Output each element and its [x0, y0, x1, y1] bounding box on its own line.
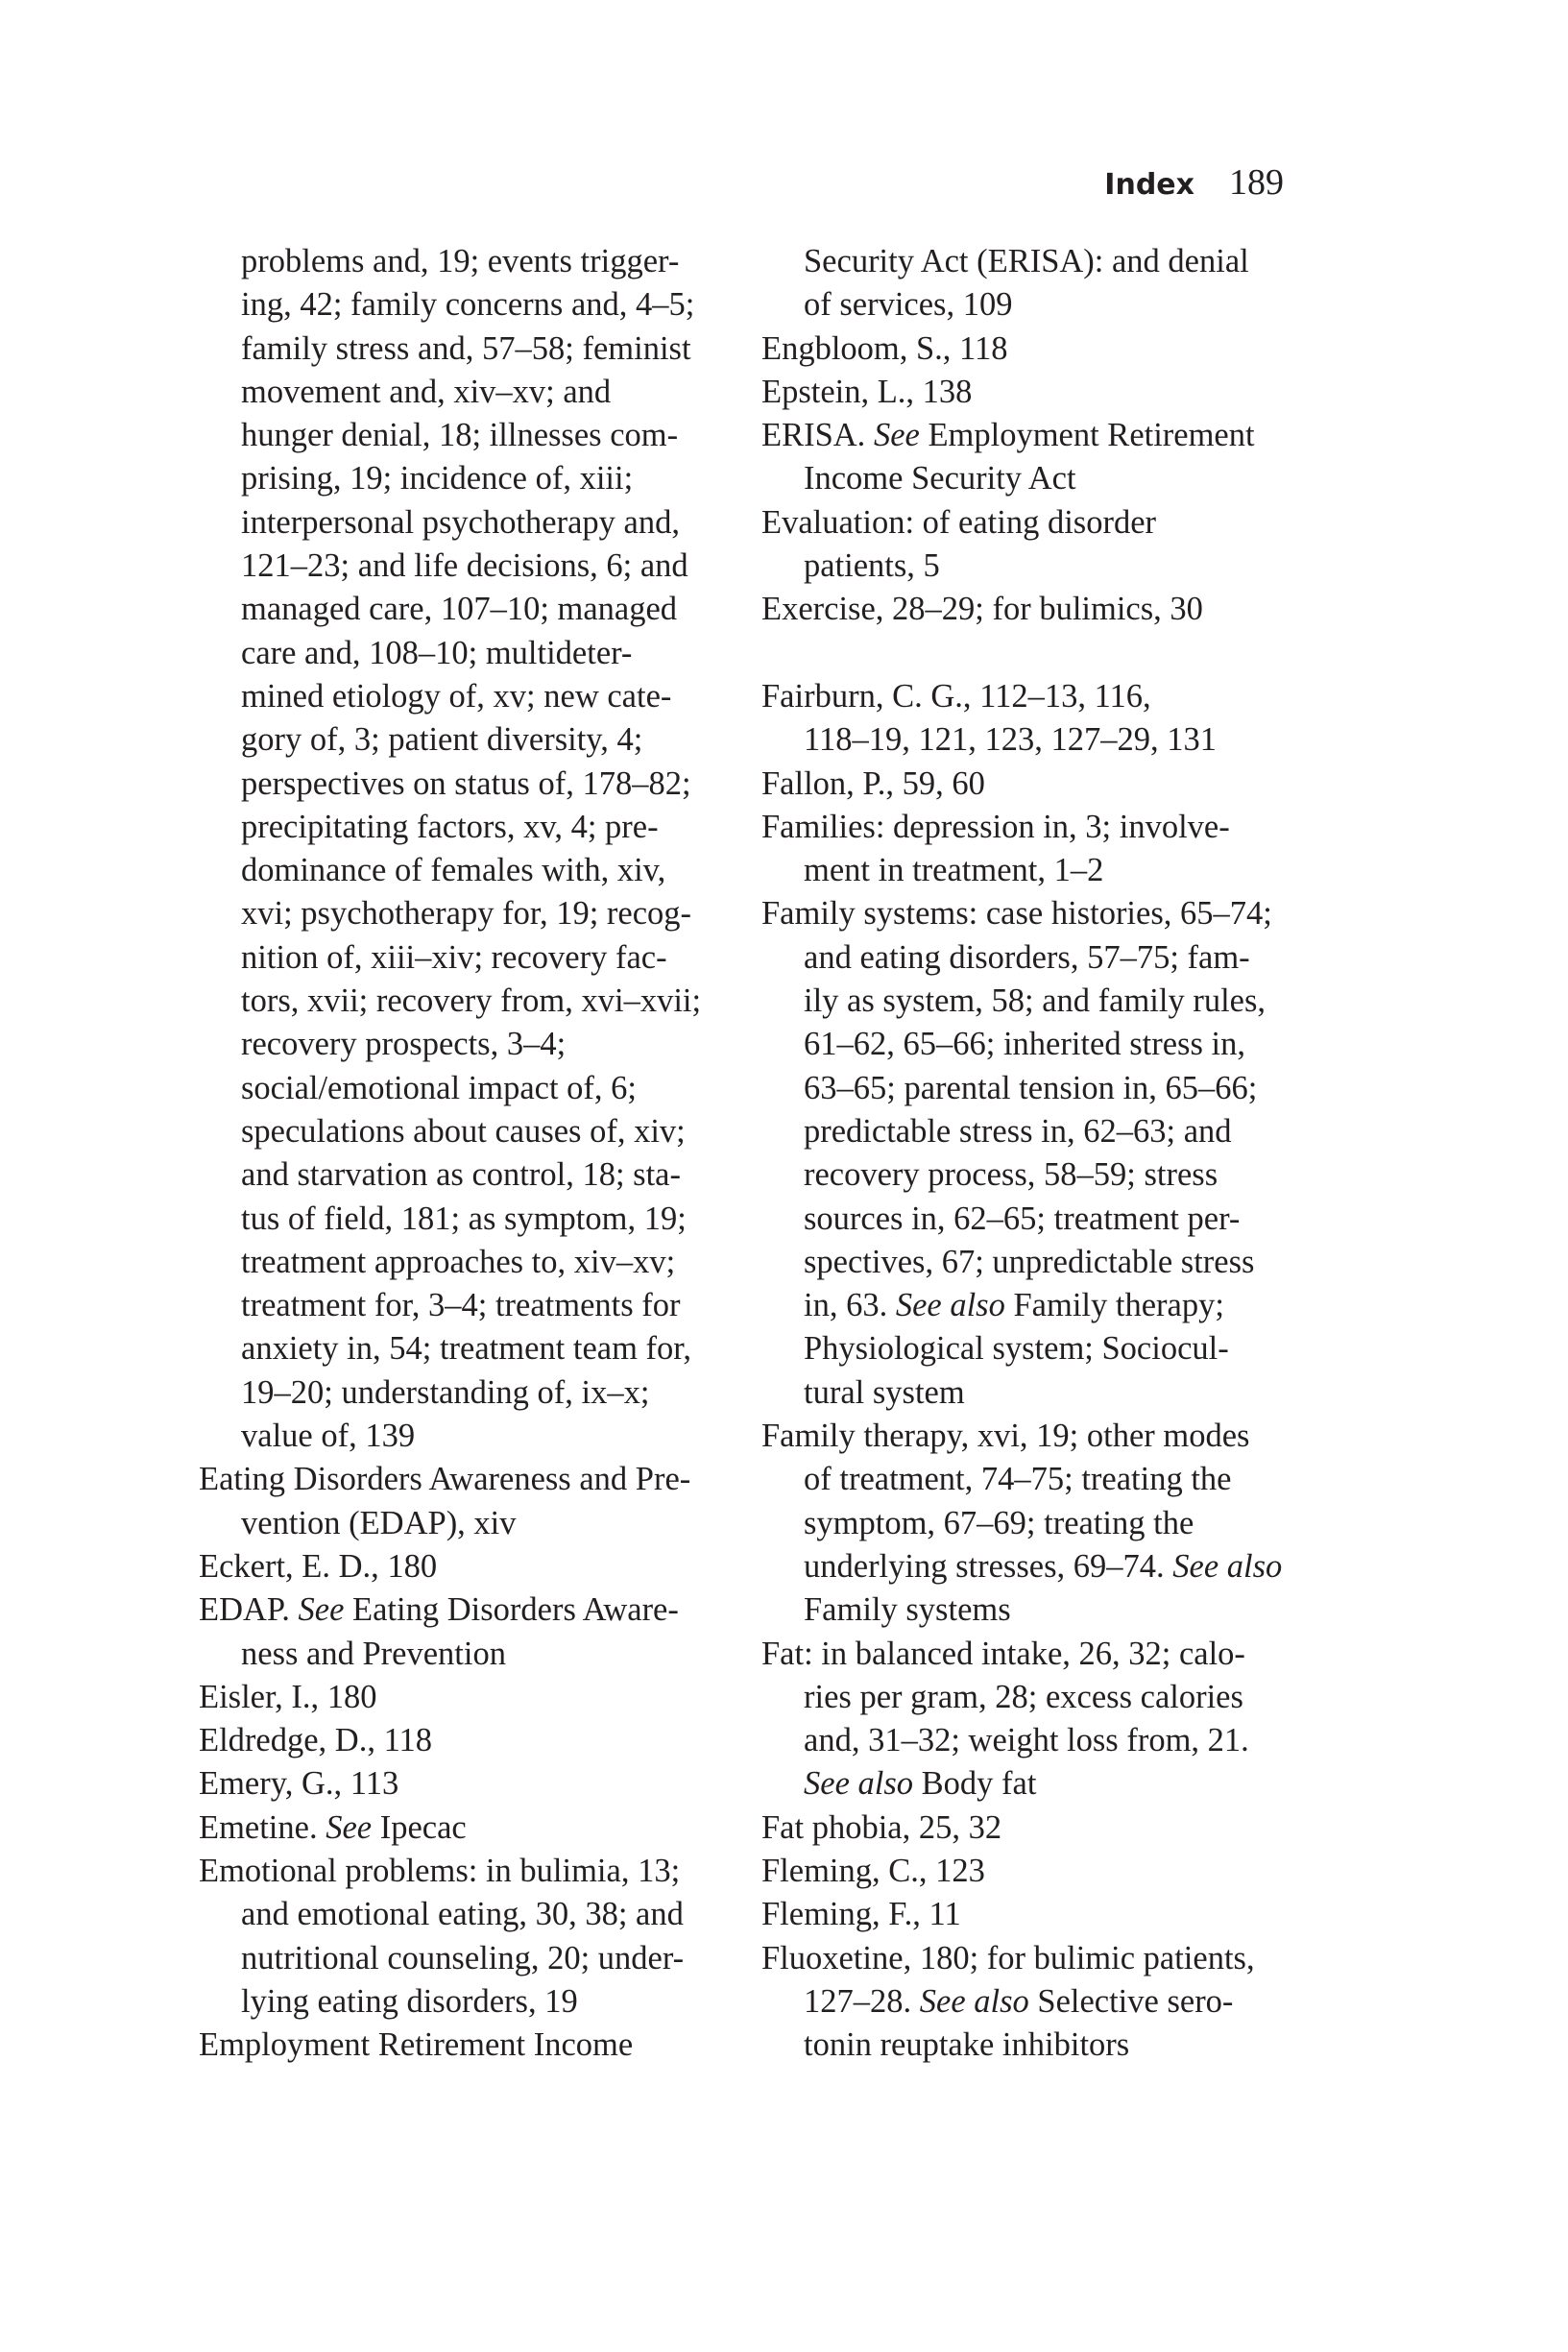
index-line-text: underlying stresses, 69–74.: [804, 1547, 1173, 1585]
index-line: xvi; psychotherapy for, 19; recog-: [241, 895, 692, 933]
index-line: ing, 42; family concerns and, 4–5;: [241, 286, 695, 324]
index-heading: [199, 1806, 736, 1850]
index-heading: Fleming, F., 11: [761, 1896, 961, 1933]
index-entry-fairburn: [761, 675, 1299, 763]
index-line: movement and, xiv–xv; and: [241, 373, 612, 410]
index-line: Security Act (ERISA): and denial: [804, 243, 1249, 279]
index-heading: Evaluation: of eating disorder: [761, 503, 1157, 541]
index-line: gory of, 3; patient diversity, 4;: [241, 721, 643, 759]
index-line: of services, 109: [804, 286, 1013, 324]
index-entry-edap-see: [199, 1588, 736, 1676]
index-heading: Fleming, C., 123: [761, 1852, 985, 1889]
see-reference: See: [873, 417, 920, 454]
index-heading: Family therapy, xvi, 19; other modes: [761, 1418, 1250, 1455]
running-head-label: Index: [1104, 168, 1194, 202]
index-line: lying eating disorders, 19: [241, 1982, 578, 2020]
index-entry-fallon: [761, 763, 1299, 806]
index-line: interpersonal psychotherapy and,: [241, 503, 680, 541]
index-heading-text: EDAP.: [199, 1591, 299, 1629]
index-heading: Eating Disorders Awareness and Pre-: [199, 1461, 691, 1498]
index-line: nutritional counseling, 20; under-: [241, 1939, 685, 1976]
index-line: [761, 1980, 1299, 2024]
index-line: 61–62, 65–66; inherited stress in,: [804, 1026, 1245, 1063]
index-entry-eckert: [199, 1545, 736, 1588]
index-entry-emotional-problems: [199, 1850, 736, 2024]
index-heading: Fat phobia, 25, 32: [761, 1808, 1002, 1846]
index-line: care and, 108–10; multideter-: [241, 634, 633, 671]
index-entry-fluoxetine: [761, 1937, 1299, 2068]
index-entry-erisa-start: [199, 2024, 736, 2067]
index-line: Physiological system; Sociocul-: [804, 1330, 1229, 1368]
index-line: ily as system, 58; and family rules,: [804, 982, 1266, 1020]
index-line: predictable stress in, 62–63; and: [804, 1112, 1232, 1150]
index-heading: Employment Retirement Income: [199, 2026, 634, 2064]
index-line: managed care, 107–10; managed: [241, 591, 678, 628]
index-entry-evaluation: [761, 501, 1299, 589]
index-line: ment in treatment, 1–2: [804, 852, 1104, 889]
index-line: symptom, 67–69; treating the: [804, 1504, 1194, 1541]
index-line: ries per gram, 28; excess calories: [804, 1678, 1243, 1715]
index-line: value of, 139: [241, 1418, 416, 1455]
index-line: tus of field, 181; as symptom, 19;: [241, 1200, 687, 1237]
index-entry-continuation: [761, 240, 1299, 327]
see-also-reference: See also: [919, 1982, 1029, 2020]
index-line: [761, 1284, 1299, 1327]
index-entry-fleming-c: [761, 1850, 1299, 1893]
index-line: speculations about causes of, xiv;: [241, 1112, 686, 1150]
index-line: treatment for, 3–4; treatments for: [241, 1287, 681, 1324]
index-line: perspectives on status of, 178–82;: [241, 764, 691, 802]
index-line: sources in, 62–65; treatment per-: [804, 1200, 1241, 1237]
index-line: social/emotional impact of, 6;: [241, 1069, 637, 1106]
index-line: dominance of females with, xiv,: [241, 852, 666, 889]
index-line: prising, 19; incidence of, xiii;: [241, 460, 634, 497]
index-entry-fleming-f: [761, 1893, 1299, 1936]
index-heading: Fairburn, C. G., 112–13, 116,: [761, 677, 1151, 715]
index-heading: Fallon, P., 59, 60: [761, 764, 985, 802]
index-heading: Eldredge, D., 118: [199, 1722, 433, 1759]
see-also-reference: See also: [1172, 1547, 1283, 1585]
index-heading: Eckert, E. D., 180: [199, 1547, 438, 1585]
index-heading: Emery, G., 113: [199, 1765, 399, 1803]
index-line: and, 31–32; weight loss from, 21.: [804, 1722, 1249, 1759]
index-heading: Emotional problems: in bulimia, 13;: [199, 1852, 681, 1889]
index-heading-text: Emetine.: [199, 1808, 326, 1846]
cross-reference-target: Employment Retirement: [919, 417, 1255, 454]
index-line: and eating disorders, 57–75; fam-: [804, 938, 1250, 976]
index-line: patients, 5: [804, 547, 940, 585]
index-line: vention (EDAP), xiv: [241, 1504, 517, 1541]
index-line: anxiety in, 54; treatment team for,: [241, 1330, 692, 1368]
index-heading: [761, 414, 1299, 457]
index-entry-edap-org: [199, 1458, 736, 1545]
cross-reference-target: Selective sero-: [1028, 1982, 1234, 2020]
index-line: recovery process, 58–59; stress: [804, 1156, 1218, 1194]
index-line: nition of, xiii–xiv; recovery fac-: [241, 938, 667, 976]
index-entry-exercise: [761, 588, 1299, 631]
index-line: tors, xvii; recovery from, xvi–xvii;: [241, 982, 702, 1020]
index-line: of treatment, 74–75; treating the: [804, 1461, 1232, 1498]
index-column-right: [761, 240, 1299, 2067]
index-line: 63–65; parental tension in, 65–66;: [804, 1069, 1258, 1106]
index-heading: Fat: in balanced intake, 26, 32; calo-: [761, 1635, 1245, 1672]
page-number: 189: [1229, 162, 1284, 203]
index-heading: Exercise, 28–29; for bulimics, 30: [761, 591, 1203, 628]
index-line: [761, 1545, 1299, 1588]
index-line: recovery prospects, 3–4;: [241, 1026, 567, 1063]
letter-group-separator: [761, 632, 1299, 675]
index-heading: [199, 1588, 736, 1632]
index-entry-fat-phobia: [761, 1806, 1299, 1850]
index-line: problems and, 19; events trigger-: [241, 243, 680, 279]
index-line: and starvation as control, 18; sta-: [241, 1156, 681, 1194]
index-line: spectives, 67; unpredictable stress: [804, 1243, 1255, 1280]
cross-reference-target: Family therapy;: [1004, 1287, 1224, 1324]
index-line: mined etiology of, xv; new cate-: [241, 677, 672, 715]
index-line: treatment approaches to, xiv–xv;: [241, 1243, 676, 1280]
index-entry-family-systems: [761, 892, 1299, 1415]
index-line: Family systems: [804, 1591, 1011, 1629]
index-line: tonin reuptake inhibitors: [804, 2026, 1130, 2064]
index-line: 121–23; and life decisions, 6; and: [241, 547, 688, 585]
index-line: 19–20; understanding of, ix–x;: [241, 1373, 650, 1411]
see-reference: See: [326, 1808, 373, 1846]
index-heading: Epstein, L., 138: [761, 373, 973, 410]
index-line: [761, 1762, 1299, 1806]
index-column-left: [199, 240, 736, 2067]
index-line-text: 127–28.: [804, 1982, 920, 2020]
index-line: Income Security Act: [804, 460, 1076, 497]
index-line: 118–19, 121, 123, 127–29, 131: [804, 721, 1217, 759]
index-entry-erisa-see: [761, 414, 1299, 501]
index-heading: Families: depression in, 3; involve-: [761, 808, 1230, 845]
see-reference: See: [298, 1591, 345, 1629]
index-heading: Fluoxetine, 180; for bulimic patients,: [761, 1939, 1255, 1976]
index-entry-families: [761, 806, 1299, 893]
index-entry-eldredge: [199, 1719, 736, 1762]
index-heading: Family systems: case histories, 65–74;: [761, 895, 1272, 933]
see-also-reference: See also: [895, 1287, 1005, 1324]
cross-reference-target: Eating Disorders Aware-: [344, 1591, 679, 1629]
index-line: ness and Prevention: [241, 1635, 506, 1672]
index-line: hunger denial, 18; illnesses com-: [241, 417, 679, 454]
index-line: precipitating factors, xv, 4; pre-: [241, 808, 659, 845]
index-line: tural system: [804, 1373, 965, 1411]
index-entry-epstein: [761, 371, 1299, 414]
index-entry-emetine: [199, 1806, 736, 1850]
index-entry-fat: [761, 1633, 1299, 1806]
index-entry-continuation: [199, 240, 736, 1458]
cross-reference-target: Body fat: [913, 1765, 1037, 1803]
index-line: and emotional eating, 30, 38; and: [241, 1896, 684, 1933]
index-heading: Engbloom, S., 118: [761, 329, 1008, 367]
index-entry-eisler: [199, 1676, 736, 1719]
cross-reference-target: Ipecac: [372, 1808, 467, 1846]
index-entry-family-therapy: [761, 1415, 1299, 1632]
index-line-text: in, 63.: [804, 1287, 896, 1324]
index-line: family stress and, 57–58; feminist: [241, 329, 691, 367]
index-entry-engbloom: [761, 327, 1299, 371]
index-entry-emery: [199, 1762, 736, 1806]
index-heading: Eisler, I., 180: [199, 1678, 377, 1715]
see-also-reference: See also: [804, 1765, 914, 1803]
running-head: [1104, 161, 1284, 204]
index-heading-text: ERISA.: [761, 417, 874, 454]
